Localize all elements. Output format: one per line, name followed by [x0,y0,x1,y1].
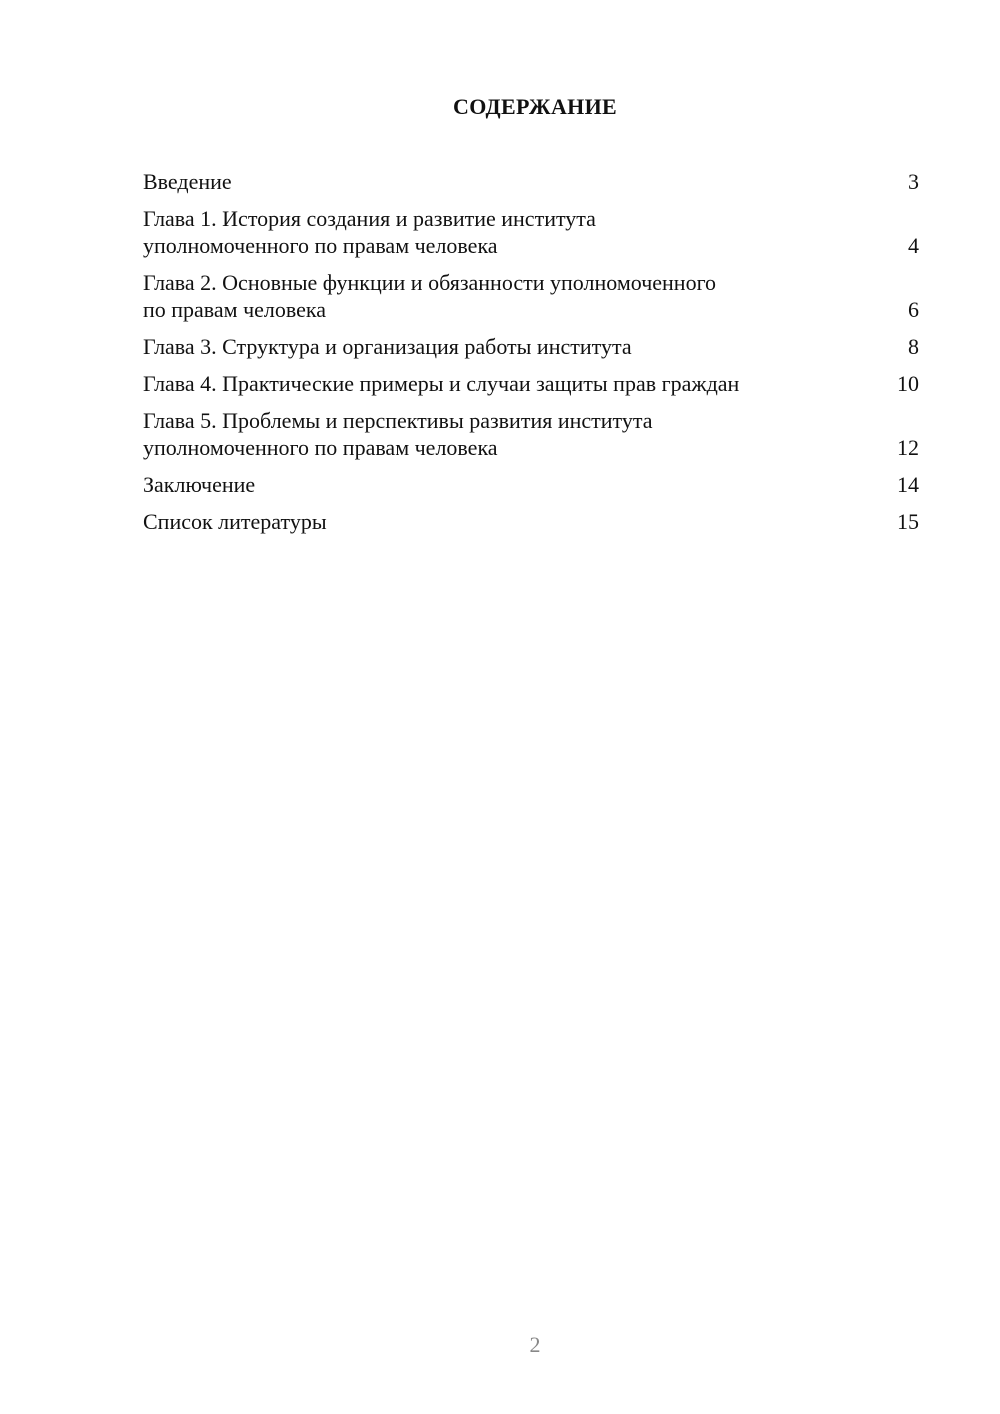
toc-entry-line: Глава 5. Проблемы и перспективы развития института [143,408,653,433]
toc-entry-introduction [143,168,919,195]
toc-entry-bibliography [143,508,919,535]
toc-entry-label [143,407,889,461]
toc-entry-page: 6 [908,297,919,322]
toc-entry-line: Введение [143,169,232,194]
toc-entry-page: 8 [908,334,919,359]
toc-entry-label [143,508,889,535]
toc-entry-chapter-2 [143,269,919,323]
toc-entry-label [143,269,889,323]
toc-entry-chapter-3 [143,333,919,360]
toc-entry-label [143,370,889,397]
toc-entry-line: Глава 2. Основные функции и обязанности уполномоченного [143,270,717,295]
toc-entry-line: по правам человека [143,297,327,322]
toc-entry-label [143,471,889,498]
toc-entry-chapter-4 [143,370,919,397]
toc-entry-label [143,168,889,195]
table-of-contents [143,168,919,545]
toc-entry-line: Глава 4. Практические примеры и случаи защиты прав граждан [143,371,740,396]
toc-entry-page: 12 [897,435,919,460]
toc-entry-label [143,205,889,259]
toc-entry-line: Глава 3. Структура и организация работы института [143,334,632,359]
toc-entry-page: 15 [897,509,919,534]
toc-entry-page: 3 [908,169,919,194]
toc-entry-page: 4 [908,233,919,258]
toc-entry-chapter-5 [143,407,919,461]
toc-entry-conclusion [143,471,919,498]
footer-page-number: 2 [529,1332,541,1357]
toc-entry-chapter-1 [143,205,919,259]
toc-entry-line: уполномоченного по правам человека [143,233,498,258]
toc-entry-page: 14 [897,472,919,497]
toc-entry-label [143,333,889,360]
toc-entry-line: Заключение [143,472,256,497]
toc-entry-page: 10 [897,371,919,396]
toc-entry-line: Список литературы [143,509,327,534]
toc-entry-line: Глава 1. История создания и развитие института [143,206,596,231]
page-title: СОДЕРЖАНИЕ [453,94,617,119]
toc-entry-line: уполномоченного по правам человека [143,435,498,460]
